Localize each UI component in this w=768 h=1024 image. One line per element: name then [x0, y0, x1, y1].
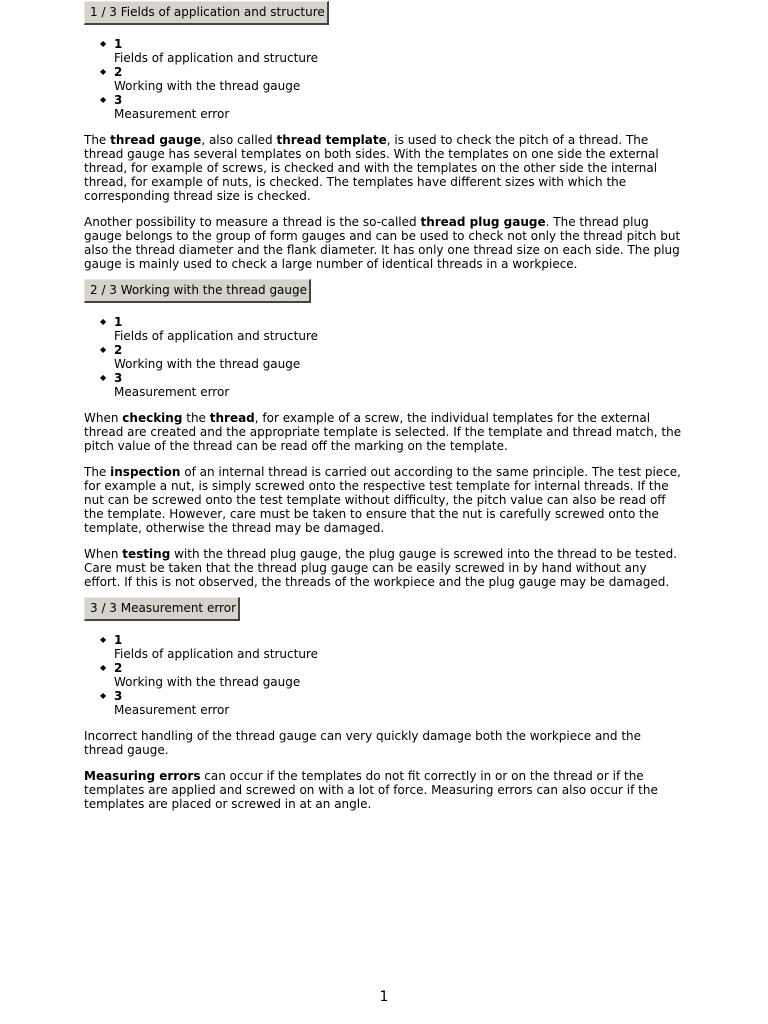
- diamond-bullet-icon: ◆: [100, 67, 107, 76]
- diamond-bullet-icon: ◆: [100, 317, 107, 326]
- section-working-with-thread-gauge: [84, 279, 684, 589]
- section-header-button[interactable]: 3 / 3 Measurement error: [84, 597, 240, 621]
- section-toc: [84, 315, 684, 399]
- section-toc: [84, 633, 684, 717]
- text-run: , is used to check the pitch of a thread. The thread gauge has several templates on both sides. With the templates on one side the external thread, for example of screws, is checked and with the templates on the other side the internal thread, for example of nuts, is checked. The templates have different sizes with which the corresponding thread size is checked.: [84, 133, 659, 203]
- text-run: . The thread plug gauge belongs to the group of form gauges and can be used to check not only the thread pitch but also the thread diameter and the flank diameter. It has only one thread size on each side. The plug gauge is mainly used to check a large number of identical threads in a workpiece.: [84, 215, 681, 271]
- toc-item-label[interactable]: Fields of application and structure: [114, 51, 318, 65]
- body-paragraph: [84, 769, 684, 811]
- bold-term: Measuring errors: [84, 769, 201, 783]
- body-paragraph: [84, 411, 684, 453]
- toc-item-number: 1: [114, 37, 123, 51]
- diamond-bullet-icon: ◆: [100, 691, 107, 700]
- diamond-bullet-icon: ◆: [100, 635, 107, 644]
- section-measurement-error: [84, 597, 684, 811]
- toc-item-number: 3: [114, 93, 123, 107]
- toc-item-label[interactable]: Measurement error: [114, 385, 230, 399]
- diamond-bullet-icon: ◆: [100, 345, 107, 354]
- toc-item[interactable]: [100, 315, 684, 343]
- bold-term: thread plug gauge: [420, 215, 546, 229]
- text-run: , also called: [201, 133, 277, 147]
- section-header-button[interactable]: 2 / 3 Working with the thread gauge: [84, 279, 311, 303]
- toc-item-label[interactable]: Fields of application and structure: [114, 329, 318, 343]
- toc-item[interactable]: [100, 65, 684, 93]
- section-fields-of-application: [84, 1, 684, 271]
- text-run: with the thread plug gauge, the plug gauge is screwed into the thread to be tested. Care must be taken that the thread plug gauge can be easily screwed in by hand without any effort. If this is not observed, the threads of the workpiece and the plug gauge may be damaged.: [84, 547, 678, 589]
- text-run: Incorrect handling of the thread gauge can very quickly damage both the workpiece and the thread gauge.: [84, 729, 642, 757]
- bold-term: testing: [122, 547, 171, 561]
- toc-item-label[interactable]: Working with the thread gauge: [114, 79, 301, 93]
- section-header-button[interactable]: 1 / 3 Fields of application and structure: [84, 1, 329, 25]
- toc-item[interactable]: [100, 343, 684, 371]
- text-run: the: [182, 411, 210, 425]
- body-paragraph: [84, 215, 684, 271]
- toc-item-number: 3: [114, 689, 123, 703]
- toc-item-number: 2: [114, 661, 123, 675]
- text-run: of an internal thread is carried out according to the same principle. The test piece, for example a nut, is simply screwed onto the respective test template for internal threads. If the nut can be screwed onto the test template without difficulty, the pitch value can also be read off the template. However, care must be taken to ensure that the nut is carefully screwed onto the template, otherwise the thread may be damaged.: [84, 465, 681, 535]
- toc-item-number: 1: [114, 633, 123, 647]
- diamond-bullet-icon: ◆: [100, 373, 107, 382]
- text-run: The: [84, 465, 111, 479]
- bold-term: thread template: [276, 133, 387, 147]
- toc-item[interactable]: [100, 633, 684, 661]
- text-run: The: [84, 133, 111, 147]
- toc-item[interactable]: [100, 689, 684, 717]
- bold-term: thread gauge: [110, 133, 202, 147]
- text-run: When: [84, 547, 123, 561]
- toc-item[interactable]: [100, 93, 684, 121]
- toc-item-label[interactable]: Measurement error: [114, 703, 230, 717]
- toc-item-number: 2: [114, 65, 123, 79]
- bold-term: thread: [209, 411, 255, 425]
- toc-item-label[interactable]: Fields of application and structure: [114, 647, 318, 661]
- bold-term: checking: [122, 411, 183, 425]
- section-toc: [84, 37, 684, 121]
- diamond-bullet-icon: ◆: [100, 95, 107, 104]
- bold-term: inspection: [110, 465, 181, 479]
- diamond-bullet-icon: ◆: [100, 663, 107, 672]
- toc-item-number: 2: [114, 343, 123, 357]
- body-paragraph: [84, 729, 684, 757]
- toc-item[interactable]: [100, 371, 684, 399]
- toc-item[interactable]: [100, 37, 684, 65]
- body-paragraph: [84, 547, 684, 589]
- text-run: When: [84, 411, 123, 425]
- toc-item[interactable]: [100, 661, 684, 689]
- body-paragraph: [84, 465, 684, 535]
- toc-item-number: 1: [114, 315, 123, 329]
- body-paragraph: [84, 133, 684, 203]
- text-run: Another possibility to measure a thread is the so-called: [84, 215, 421, 229]
- toc-item-label[interactable]: Measurement error: [114, 107, 230, 121]
- text-run: , for example of a screw, the individual templates for the external thread are created and the appropriate template is selected. If the template and thread match, the pitch value of the thread can be read off the marking on the template.: [84, 411, 682, 453]
- text-run: can occur if the templates do not fit correctly in or on the thread or if the templates are applied and screwed on with a lot of force. Measuring errors can also occur if the templates are placed or screwed in at an angle.: [84, 769, 658, 811]
- page-number: 1: [379, 989, 389, 1005]
- document-content: [84, 1, 684, 811]
- toc-item-label[interactable]: Working with the thread gauge: [114, 675, 301, 689]
- toc-item-number: 3: [114, 371, 123, 385]
- diamond-bullet-icon: ◆: [100, 39, 107, 48]
- toc-item-label[interactable]: Working with the thread gauge: [114, 357, 301, 371]
